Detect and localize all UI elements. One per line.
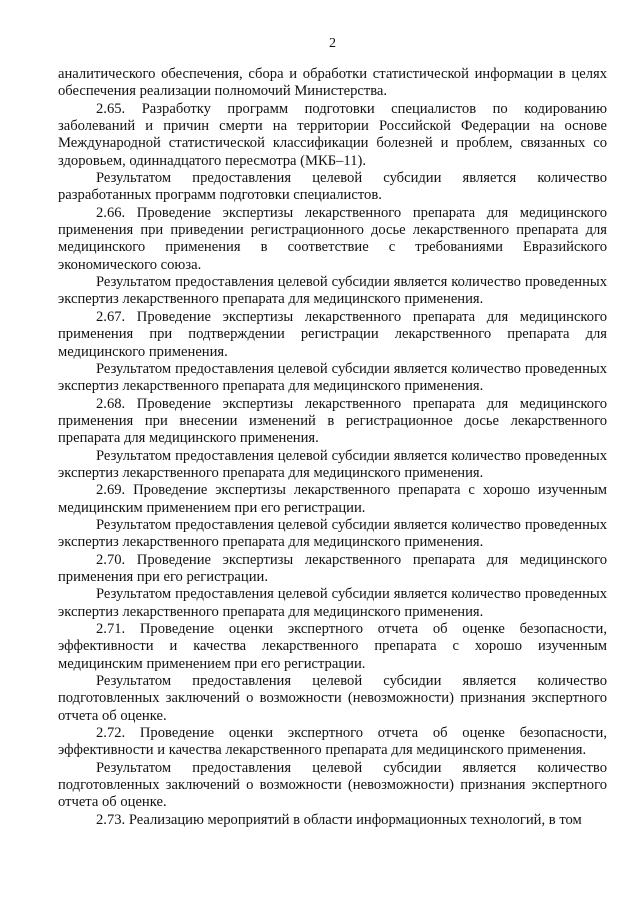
paragraph-item-2-71: 2.71. Проведение оценки экспертного отчета об оценке безопасности, эффективности и качества лекарственного препарата с хорошо изученным медицинским применением при его регистрации.	[58, 621, 607, 672]
paragraph-item-2-66: 2.66. Проведение экспертизы лекарственного препарата для медицинского применения при приведении регистрационного досье лекарственного препарата для медицинского применения в соответствие с требованиями Евразийского экономического союза.	[58, 204, 607, 273]
paragraph-result: Результатом предоставления целевой субсидии является количество проведенных экспертиз лекарственного препарата для медицинского применения.	[58, 447, 607, 481]
paragraph-item-2-65: 2.65. Разработку программ подготовки специалистов по кодированию заболеваний и причин смерти на территории Российской Федерации на основе Международной статистической классификации болезней и проблем, связанных со здоровьем, одиннадцатого пересмотра (МКБ–11).	[58, 100, 607, 169]
paragraph-result: Результатом предоставления целевой субсидии является количество подготовленных заключений о возможности (невозможности) признания экспертного отчета об оценке.	[58, 673, 607, 724]
paragraph-item-2-72: 2.72. Проведение оценки экспертного отчета об оценке безопасности, эффективности и качества лекарственного препарата для медицинского применения.	[58, 725, 607, 759]
paragraph-result: Результатом предоставления целевой субсидии является количество подготовленных заключений о возможности (невозможности) признания экспертного отчета об оценке.	[58, 759, 607, 811]
paragraph-result: Результатом предоставления целевой субсидии является количество проведенных экспертиз лекарственного препарата для медицинского применения.	[58, 274, 607, 308]
paragraph-item-2-69: 2.69. Проведение экспертизы лекарственного препарата с хорошо изученным медицинским применением при его регистрации.	[58, 482, 607, 516]
paragraph-result: Результатом предоставления целевой субсидии является количество разработанных программ подготовки специалистов.	[58, 170, 607, 204]
paragraph-item-2-68: 2.68. Проведение экспертизы лекарственного препарата для медицинского применения при внесении изменений в регистрационное досье лекарственного препарата для медицинского применения.	[58, 395, 607, 447]
paragraph-result: Результатом предоставления целевой субсидии является количество проведенных экспертиз лекарственного препарата для медицинского применения.	[58, 360, 607, 395]
paragraph: аналитического обеспечения, сбора и обработки статистической информации в целях обеспечения реализации полномочий Министерства.	[58, 66, 607, 100]
document-body	[58, 66, 607, 829]
paragraph-result: Результатом предоставления целевой субсидии является количество проведенных экспертиз лекарственного препарата для медицинского применения.	[58, 586, 607, 620]
paragraph-item-2-73: 2.73. Реализацию мероприятий в области информационных технологий, в том	[96, 811, 582, 828]
paragraph-result: Результатом предоставления целевой субсидии является количество проведенных экспертиз лекарственного препарата для медицинского применения.	[58, 516, 607, 551]
paragraph-item-2-70: 2.70. Проведение экспертизы лекарственного препарата для медицинского применения при его регистрации.	[58, 551, 607, 585]
page-number: 2	[329, 36, 336, 51]
paragraph-item-2-67: 2.67. Проведение экспертизы лекарственного препарата для медицинского применения при подтверждении регистрации лекарственного препарата для медицинского применения.	[58, 308, 607, 360]
